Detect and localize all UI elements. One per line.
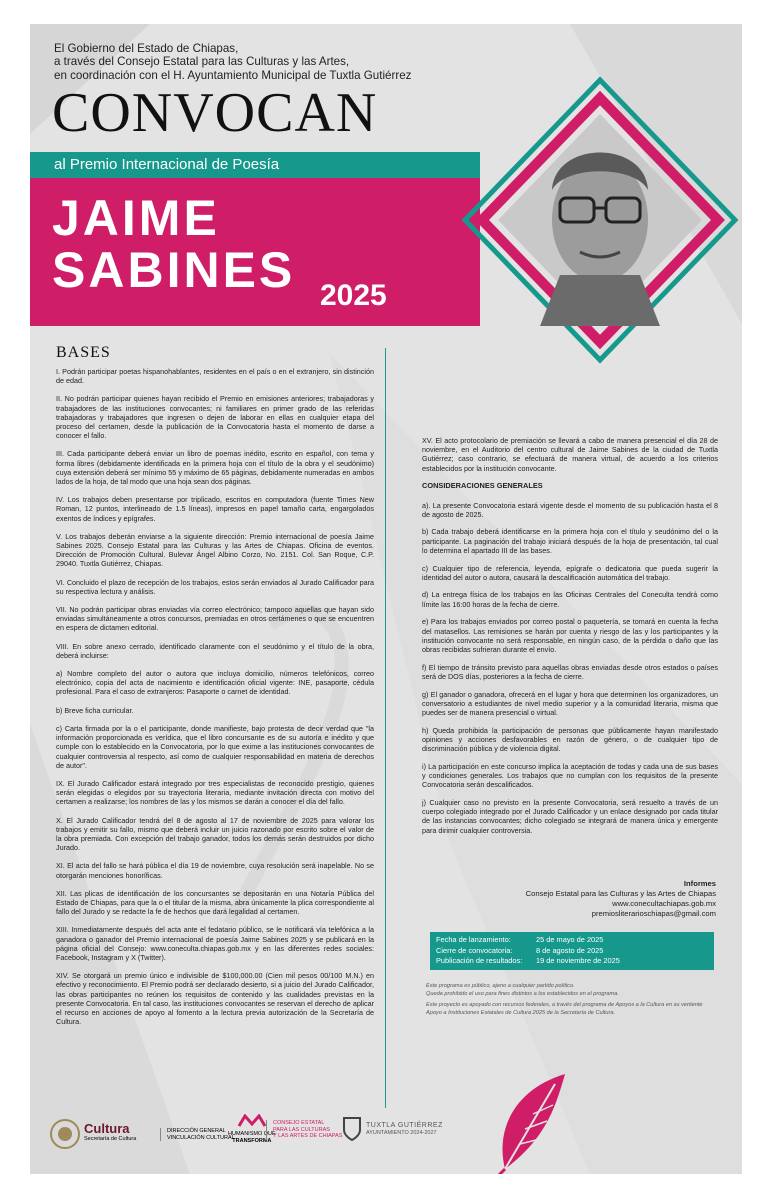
bases-item: c) Carta firmada por la o el participante, donde manifieste, bajo protesta de decir verdad que "la información proporcionada es verídica, que el libro concursante es de su autoría e inédito y que cumple con lo establecido en la Convocatoria, por lo que exime a las instituciones convocantes de cualquier controversia al respecto, así como de cualquier responsabilidad en materia de derechos de autor". <box>56 723 374 770</box>
bases-title: BASES <box>56 344 111 361</box>
name-line-2: SABINES <box>52 242 296 298</box>
informes-email-link[interactable]: premiosliterarioschiapas@gmail.com <box>591 909 716 918</box>
bases-item: XIV. Se otorgará un premio único e indivisible de $100,000.00 (Cien mil pesos 00/100 M.N.) en efectivo y reconocimiento. El Premio podrá ser declarado desierto, si a juicio del Jurado Calificador, las obras participantes no reúnen los requisitos de contenido y las cualidades previstas en la presente Convocatoria. En tal caso, las instituciones convocantes se reservan el derecho de aplicar el recurso en acciones de apoyo al fomento a la lectura previa autorización de la Secretaría de Cultura. <box>56 971 374 1027</box>
consideration-item: e) Para los trabajos enviados por correo postal o paquetería, se tomará en cuenta la fecha del matasellos. Las remisiones se harán por cuenta y riesgo de las y los participantes y la institución convocante no será responsable, en ningún caso, de la pérdida o daño que las obras recibidas sufrieran durante el envío. <box>422 617 718 654</box>
bases-item: X. El Jurado Calificador tendrá del 8 de agosto al 17 de noviembre de 2025 para valorar los trabajos y emitir su fallo, mismo que deberá incluir un juicio razonado por escrito sobre el valor de la obra premiada. Con excepción del trabajo ganador, todos los demás serán destruidos por dicho Jurado. <box>56 815 374 853</box>
subtitle-text: al Premio Internacional de Poesía <box>54 156 280 173</box>
note-line-3: Este proyecto es apoyado con recursos federales, a través del programa de Apoyos a la Cultura en su vertiente Apoyo a Instituciones Estatales de Cultura 2025 de la Secretaría de Cultura. <box>426 1002 703 1016</box>
column-divider <box>385 348 386 1108</box>
tuxtla-line-2: AYUNTAMIENTO 2024-2027 <box>366 1130 437 1136</box>
consideration-item: a). La presente Convocatoria estará vigente desde el momento de su publicación hasta el 8 de agosto de 2025. <box>422 500 718 519</box>
bases-item: XIII. Inmediatamente después del acta ante el fedatario público, se le notificará vía telefónica a la ganadora o ganador del Premio internacional de poesía Jaime Sabines 2025 y se publicará en la página oficial del Consejo: www.coneculta.chiapas.gob.mx y en las diferentes redes sociales: Facebook, Instagram y X (Twitter). <box>56 925 374 962</box>
bases-item: XI. El acta del fallo se hará pública el día 19 de noviembre, cuya resolución será inapelable. No se otorgarán menciones honoríficas. <box>56 861 374 880</box>
bases-item: I. Podrán participar poetas hispanohablantes, residentes en el país o en el extranjero, sin distinción de edad. <box>56 367 374 386</box>
dg-vinculacion-logo <box>160 1128 235 1141</box>
dg-line-2: VINCULACIÓN CULTURAL <box>167 1134 235 1141</box>
informes-web-link[interactable]: www.conecultachiapas.gob.mx <box>612 899 716 908</box>
bases-item: IX. El Jurado Calificador estará integrado por tres especialistas de reconocido prestigio, quienes serán elegidas o elegidos por su trayectoria literaria, mediante invitación directa con motivo del certamen a realizarse; los nombres de las y los mismos se darán a conocer el día del fallo. <box>56 778 374 807</box>
humanismo-icon <box>237 1114 267 1128</box>
intro-line-3: en coordinación con el H. Ayuntamiento Municipal de Tuxtla Gutiérrez <box>54 68 412 82</box>
legal-notes <box>426 982 716 1017</box>
convocan-title: CONVOCAN <box>52 82 378 144</box>
mexico-seal-icon <box>50 1116 80 1152</box>
bases-item: XII. Las plicas de identificación de los concursantes se depositarán en una Notaría Pública del Estado de Chiapas, para que la o el titular de la misma, abra únicamente la plica correspondiente al fallo del Jurado y se redacte la fe de hechos que dará legalidad al certamen. <box>56 888 374 917</box>
consejo-line-1: CONSEJO ESTATAL <box>273 1120 325 1126</box>
bases-item: V. Los trabajos deberán enviarse a la siguiente dirección: Premio internacional de poesía Jaime Sabines 2025. Consejo Estatal para las Culturas y las Artes de Chiapas. Oficina de eventos. Dirección de Promoción Cultural. Bulevar Ángel Albino Corzo, No. 2151. Col. San Roque, C.P. 29040. Tuxtla Gutiérrez, Chiapas. <box>56 531 374 569</box>
logos-footer <box>30 1110 742 1162</box>
close-label: Cierre de convocatoria: <box>436 945 513 955</box>
consideration-item: h) Queda prohibida la participación de personas que públicamente hayan manifestado opiniones y acciones desfavorables en razón de género, o de cualquier tipo de discriminación pública y de violencia digital. <box>422 725 718 754</box>
consejo-line-3: Y LAS ARTES DE CHIAPAS <box>273 1133 343 1139</box>
humanismo-line-1: HUMANISMO QUE <box>228 1131 276 1137</box>
humanismo-line-2: TRANSFORMA <box>232 1137 272 1144</box>
bases-item: VI. Concluido el plazo de recepción de los trabajos, estos serán enviados al Jurado Calificador para su respectiva lectura y análisis. <box>56 577 374 596</box>
bases-item: III. Cada participante deberá enviar un libro de poemas inédito, escrito en español, con tema y forma libres (debidamente identificada en la primera hoja con el título de la obra y el seudónimo) cuya extensión deberá ser mínimo 55 y máximo de 65 páginas, debidamente numeradas en ambos lados de la hoja, de tal modo que una hoja sean dos páginas. <box>56 449 374 487</box>
poster <box>30 24 742 1174</box>
cultura-logo <box>84 1122 136 1143</box>
considerations-title: CONSIDERACIONES GENERALES <box>422 481 543 491</box>
portrait-frame <box>460 70 742 400</box>
consideration-item: c) Cualquier tipo de referencia, leyenda, epígrafe o dedicatoria que pueda sugerir la identidad del autor o autora, causará la descalificación automática del trabajo. <box>422 563 718 582</box>
bases-item: VIII. En sobre anexo cerrado, identificado claramente con el seudónimo y el título de la obra, deberá incluirse: <box>56 641 374 660</box>
informes-org: Consejo Estatal para las Culturas y las Artes de Chiapas <box>525 889 716 898</box>
intro-line-1: El Gobierno del Estado de Chiapas, <box>54 42 239 55</box>
consejo-logo <box>266 1120 342 1140</box>
cultura-title: Cultura <box>84 1121 130 1136</box>
bases-item: IV. Los trabajos deben presentarse por triplicado, escritos en computadora (fuente Times New Roman, 12 puntos, interlineado de 1.5 líneas), impresos en papel tamaño carta, engargolados exentos de índices y epígrafes. <box>56 495 374 523</box>
cultura-subtitle: Secretaría de Cultura <box>84 1136 137 1142</box>
informes-title: Informes <box>683 879 716 888</box>
name-block <box>30 178 480 326</box>
note-line-2: Queda prohibido el uso para fines distintos a los establecidos en el programa. <box>426 991 619 997</box>
dg-line-1: DIRECCIÓN GENERAL <box>167 1128 226 1134</box>
bases-item: II. No podrán participar quienes hayan recibido el Premio en emisiones anteriores; trabajadoras y trabajadores de las instituciones convocantes; ni familiares en primer grado de las referidas trabajadoras y trabajadores que ingresen o dejen de laborar en ellas en cualquier etapa del proceso del certamen, desde la publicación de la Convocatoria hasta el momento de darse a conocer el fallo. <box>56 394 374 441</box>
bases-item: VII. No podrán participar obras enviadas vía correo electrónico; tampoco aquellas que hayan sido enviadas simultáneamente a otros concursos, premiadas en otros certámenes o que se encuentren en espera de dictamen editorial. <box>56 605 374 633</box>
name-line-1: JAIME <box>52 190 220 246</box>
intro-line-2: a través del Consejo Estatal para las Culturas y las Artes, <box>54 55 350 69</box>
launch-label: Fecha de lanzamiento: <box>436 935 511 944</box>
consejo-line-2: PARA LAS CULTURAS <box>273 1126 330 1133</box>
consideration-item: f) El tiempo de tránsito previsto para aquellas obras enviadas desde otros estados o países será de DOS días, posteriores a la fecha de cierre. <box>422 662 718 681</box>
bases-item: b) Breve ficha curricular. <box>56 705 134 715</box>
consideration-item: j) Cualquier caso no previsto en la presente Convocatoria, será resuelto a través de un cuerpo colegiado integrado por el Jurado Calificador y un enlace designado por cada titular de las instancias convocantes; dicho colegiado se integrará de manera única y emergente para dirimir cualquier controversia. <box>422 797 718 835</box>
results-label: Publicación de resultados: <box>436 956 523 966</box>
bases-item-xv: XV. El acto protocolario de premiación se llevará a cabo de manera presencial el día 28 de noviembre, en el Auditorio del centro cultural de Jaime Sabines de la ciudad de Tuxtla Gutiérrez; caso contrario, se efectuará de manera virtual, de acuerdo a los criterios establecidos por la institución convocante. <box>422 436 718 473</box>
consideration-item: g) El ganador o ganadora, ofrecerá en el lugar y hora que determinen los organizadores, un conversatorio a estudiantes de nivel medio superior y a la comunidad literaria, misma que puedes ser de manera presencial o virtual. <box>422 689 718 717</box>
dates-box <box>430 932 714 970</box>
consideration-item: d) La entrega física de los trabajos en las Oficinas Centrales del Coneculta tendrá como límite las 16:00 horas de la fecha de cierre. <box>422 590 718 609</box>
informes-block <box>450 879 716 919</box>
consideration-item: b) Cada trabajo deberá identificarse en la primera hoja con el título y seudónimo del o la participante. La paginación del trabajo iniciará después de la hoja de presentación, tal cual lo determina el apartado III de las bases. <box>422 527 718 555</box>
portrait-photo <box>540 153 660 327</box>
tuxtla-logo <box>366 1122 443 1137</box>
launch-value: 25 de mayo de 2025 <box>536 935 604 944</box>
bases-item: a) Nombre completo del autor o autora que incluya domicilio, números telefónicos, correo electrónico, copia del acta de nacimiento e identificación oficial vigente: INE, pasaporte, cédula profesional. Para el caso de extranjeros: Pasaporte o carnet de identidad. <box>56 669 374 697</box>
note-line-1: Este programa es público, ajeno a cualquier partido político. <box>426 983 575 989</box>
bases-list <box>56 367 374 1035</box>
year-text: 2025 <box>320 279 387 312</box>
right-column <box>422 436 718 843</box>
intro-text <box>54 42 411 82</box>
tuxtla-shield-icon <box>342 1116 362 1142</box>
tuxtla-line-1: TUXTLA GUTIÉRREZ <box>366 1122 443 1129</box>
consideration-item: i) La participación en este concurso implica la aceptación de todas y cada una de sus bases y condiciones generales. Los trabajos que no cumplan con los requisitos de la presente Convocatoria serán descalificados. <box>422 761 718 790</box>
results-value: 19 de noviembre de 2025 <box>536 956 620 966</box>
close-value: 8 de agosto de 2025 <box>536 945 604 955</box>
subtitle-bar <box>30 152 480 178</box>
